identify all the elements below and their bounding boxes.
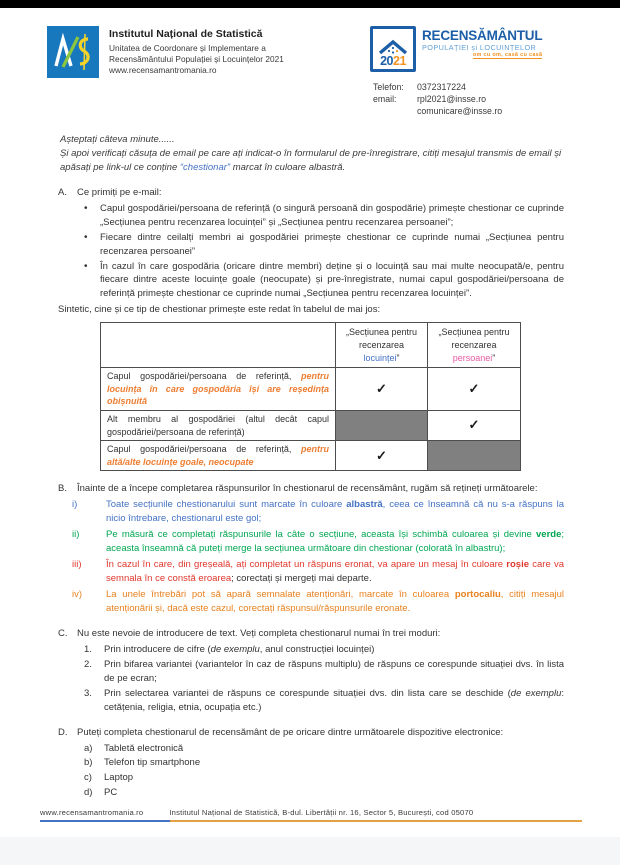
census-year-21: 21	[393, 53, 406, 68]
item-i-text	[106, 498, 564, 526]
section-d-list	[80, 742, 564, 801]
list-item	[80, 771, 564, 785]
section-b-label: B.	[58, 483, 67, 495]
item-3-post: : cetățenia, religia, etnia, ocupația etc.)	[104, 687, 564, 713]
list-item	[80, 687, 564, 715]
item-b-number: b)	[84, 757, 93, 769]
table-row	[101, 441, 521, 471]
ins-unit-line2: Recensământului Populației și Locuințelor 2021	[109, 54, 284, 65]
row3-description	[101, 441, 336, 471]
section-a-title: Ce primiți pe e-mail:	[77, 186, 162, 198]
chestionar-link-word: “chestionar”	[179, 161, 231, 173]
census-block	[370, 26, 582, 118]
bullet-text-2: • Fiecare dintre ceilalți membri ai gospodăriei primește chestionar ce cuprinde numai „Secțiunea pentru recenzarea persoanei”	[100, 231, 564, 257]
list-item	[80, 756, 564, 770]
item-i-bold-word: albastră	[346, 499, 383, 511]
section-c-title: Nu este nevoie de introducere de text. Veți completa chestionarul numai în trei moduri:	[77, 627, 441, 639]
table-header-empty	[101, 323, 336, 368]
item-i-pre: Toate secțiunile chestionarului sunt marcate în culoare	[106, 499, 347, 511]
email-address-2: comunicare@insse.ro	[417, 105, 503, 116]
email-label: email:	[373, 93, 397, 104]
list-item-iv	[58, 588, 564, 616]
table-row	[101, 368, 521, 411]
footer-address: Institutul Național de Statistică, B-dul. Libertății nr. 16, Sector 5, București, cod 05070	[169, 808, 474, 817]
header-highlight-person: persoanei	[452, 352, 493, 363]
intro-text-2: marcat în culoare albastră.	[230, 161, 346, 173]
census-year	[380, 55, 406, 70]
list-item-ii	[58, 528, 564, 556]
item-i-post: , ceea ce înseamnă că nu s-a răspuns la nicio întrebare, chestionarul este gol;	[106, 499, 564, 525]
section-d	[58, 726, 564, 801]
intro-instructions	[60, 147, 562, 175]
item-1-number: 1.	[84, 643, 92, 655]
table-row	[101, 410, 521, 440]
row1-text: Capul gospodăriei/persoana de referință,	[107, 371, 301, 382]
section-a-bullets	[84, 202, 564, 302]
item-c-number: c)	[84, 772, 92, 784]
section-d-label: D.	[58, 726, 68, 738]
header-post: ”	[492, 352, 496, 363]
bullet-text-3: • În cazul în care gospodăria (oricare dintre membri) deține și o locuință sau mai multe neocupată/e, pentru fiecare dintre aceste locuințe goale (neocupate) și pre-înregistrate, numai capul gospodăriei/persoana de referință primește chestionar ce cuprinde numai „Secțiunea pentru recenzarea locuinței”.	[100, 260, 564, 300]
footer-rule-blue-segment	[40, 820, 170, 822]
list-item	[80, 643, 564, 657]
item-3-text	[104, 687, 564, 715]
row2-dwelling-gray-cell	[336, 410, 428, 440]
device-pc: PC	[104, 787, 118, 799]
row2-person-check: ✓	[428, 410, 521, 440]
page-footer	[40, 808, 582, 822]
device-laptop: Laptop	[104, 772, 134, 784]
intro-wait-line: Așteptați câteva minute......	[60, 133, 175, 145]
item-iii-bold-word: roșie	[506, 559, 530, 571]
item-iii-text	[106, 558, 564, 586]
census-logo	[370, 26, 582, 72]
section-d-title: Puteți completa chestionarul de recensământ de pe oricare dintre următoarele dispozitive electronice:	[77, 726, 504, 738]
item-iv-pre: La unele întrebări pot să apară semnalate atenționări, marcate în culoarea	[106, 588, 455, 600]
header-post: ”	[396, 352, 400, 363]
section-b	[58, 482, 564, 616]
item-iii-pre: În cazul în care, din greșeală, ați completat un răspuns eronat, va apare un mesaj în culoare	[106, 559, 507, 571]
intro-paragraph	[60, 133, 562, 175]
item-d-number: d)	[84, 787, 93, 799]
row3-text: Capul gospodăriei/persoana de referință,	[107, 444, 301, 455]
item-iii-post: care va semnala în ce constă eroarea	[106, 559, 564, 584]
phone-label: Telefon:	[373, 82, 404, 92]
item-1-italic: de exemplu	[210, 643, 260, 655]
row1-dwelling-check: ✓	[336, 368, 428, 411]
header-pre: „Secțiunea pentru recenzarea	[438, 327, 510, 350]
section-a	[58, 186, 564, 318]
item-iv-bold-word: portocaliu	[454, 588, 501, 600]
item-3-number: 3.	[84, 687, 92, 699]
item-i-number: i)	[72, 499, 78, 511]
item-3-pre: Prin selectarea variantei de răspuns ce corespunde situației dvs. din lista care se deschide (	[104, 687, 511, 699]
ins-logo-icon	[47, 26, 99, 78]
page-bottom-margin	[0, 837, 620, 865]
list-item-i	[58, 498, 564, 526]
email-address-1: rpl2021@insse.ro	[417, 93, 487, 104]
ins-block	[47, 26, 284, 118]
census-logo-text	[422, 26, 542, 59]
ins-title: Institutul Național de Statistică	[109, 28, 263, 40]
list-item	[80, 786, 564, 800]
item-iii-number: iii)	[72, 559, 82, 571]
section-c-list	[80, 643, 564, 715]
list-item	[84, 202, 564, 230]
item-iv-number: iv)	[72, 588, 83, 600]
ins-text-block	[109, 26, 284, 118]
item-ii-post: ; aceasta înseamnă că puteți merge la secțiunea următoare din chestionar (colorată în albastru);	[106, 529, 564, 555]
ins-website: www.recensamantromania.ro	[109, 65, 217, 76]
contact-spacer	[373, 106, 411, 118]
section-a-label: A.	[58, 186, 67, 198]
item-iii-tail: ; corectați și mergeți mai departe.	[231, 573, 372, 584]
header-highlight-dwelling: locuinței	[363, 352, 397, 363]
row1-person-check: ✓	[428, 368, 521, 411]
census-tagline: om cu om, casă cu casă	[472, 52, 543, 59]
item-1-post: , anul construcției locuinței)	[259, 643, 375, 655]
item-ii-pre: Pe măsură ce completați răspunsurile la câte o secțiune, aceasta își schimbă culoarea și devine	[106, 529, 536, 541]
item-3-italic: de exemplu	[510, 687, 562, 699]
device-smartphone: Telefon tip smartphone	[104, 757, 201, 769]
page-header	[0, 8, 620, 118]
census-title: RECENSĂMÂNTUL	[422, 28, 543, 43]
item-iv-text	[106, 588, 564, 616]
section-b-title: Înainte de a începe completarea răspunsurilor în chestionarul de recensământ, rugăm să rețineți următoarele:	[77, 483, 538, 495]
list-item-iii	[58, 558, 564, 586]
item-2-pre: Prin bifarea variantei (variantelor în caz de răspuns multiplu) de răspuns ce corespunde situației dvs. în lista de pe ecran;	[104, 658, 564, 684]
table-header-person	[428, 323, 521, 368]
row2-description	[101, 410, 336, 440]
house-roof-icon	[377, 39, 409, 55]
phone-number: 0372317224	[417, 82, 466, 92]
row3-person-gray-cell	[428, 441, 521, 471]
list-item	[84, 260, 564, 302]
footer-website-link[interactable]: www.recensamantromania.ro	[40, 808, 144, 817]
item-a-number: a)	[84, 742, 93, 754]
contact-block	[373, 82, 582, 118]
row3-dwelling-check: ✓	[336, 441, 428, 471]
bullet-text-1: • Capul gospodăriei/persoana de referință (o singură persoană din gospodărie) primește chestionar ce cuprinde „Secțiunea pentru recenzarea locuinței” și „Secțiunea pentru recenzarea persoanei”;	[100, 202, 564, 228]
list-item	[84, 231, 564, 259]
item-ii-bold-word: verde	[536, 529, 562, 541]
census-subtitle: POPULAȚIEI și LOCUINȚELOR	[422, 42, 537, 52]
item-iv-post: , citiți mesajul atenționării și, dacă este cazul, corectați răspunsul/răspunsurile eronate.	[106, 588, 564, 614]
section-c-label: C.	[58, 627, 68, 639]
list-item	[80, 658, 564, 686]
item-2-text	[104, 658, 564, 686]
table-header-row	[101, 323, 521, 368]
section-c	[58, 627, 564, 715]
window-top-bar	[0, 0, 620, 8]
footer-rule-orange-segment	[170, 820, 582, 822]
census-logo-box	[370, 26, 416, 72]
header-pre: „Secțiunea pentru recenzarea	[345, 327, 418, 350]
device-tablet: Tabletă electronică	[104, 742, 184, 754]
item-2-number: 2.	[84, 658, 92, 670]
intro-text-1: Și apoi verificați căsuța de email pe care ați indicat-o în formularul de pre-înregistrare, citiți mesajul transmis de email și apăsați pe link-ul ce conține	[60, 147, 562, 173]
questionnaire-table	[100, 322, 521, 471]
ins-unit-line1: Unitatea de Coordonare și Implementare a	[109, 43, 266, 53]
footer-rule	[40, 820, 582, 822]
row2-text: Alt membru al gospodăriei (altul decât capul gospodăriei/persoana de referință)	[107, 413, 329, 437]
item-1-pre: Prin introducere de cifre (	[104, 643, 211, 655]
census-year-20: 20	[380, 53, 393, 68]
item-ii-number: ii)	[72, 529, 80, 541]
item-ii-text	[106, 528, 564, 556]
table-header-dwelling	[336, 323, 428, 368]
row3-text-orange: pentru altă/alte locuințe goale, neocupate	[107, 444, 329, 467]
item-1-text	[104, 643, 564, 657]
list-item	[80, 742, 564, 756]
row1-description	[101, 368, 336, 411]
table-intro-line: Sintetic, cine și ce tip de chestionar primește este redat în tabelul de mai jos:	[58, 304, 381, 316]
row1-text-orange: pentru locuința în care gospodăria își are reședința obișnuită	[107, 371, 329, 407]
